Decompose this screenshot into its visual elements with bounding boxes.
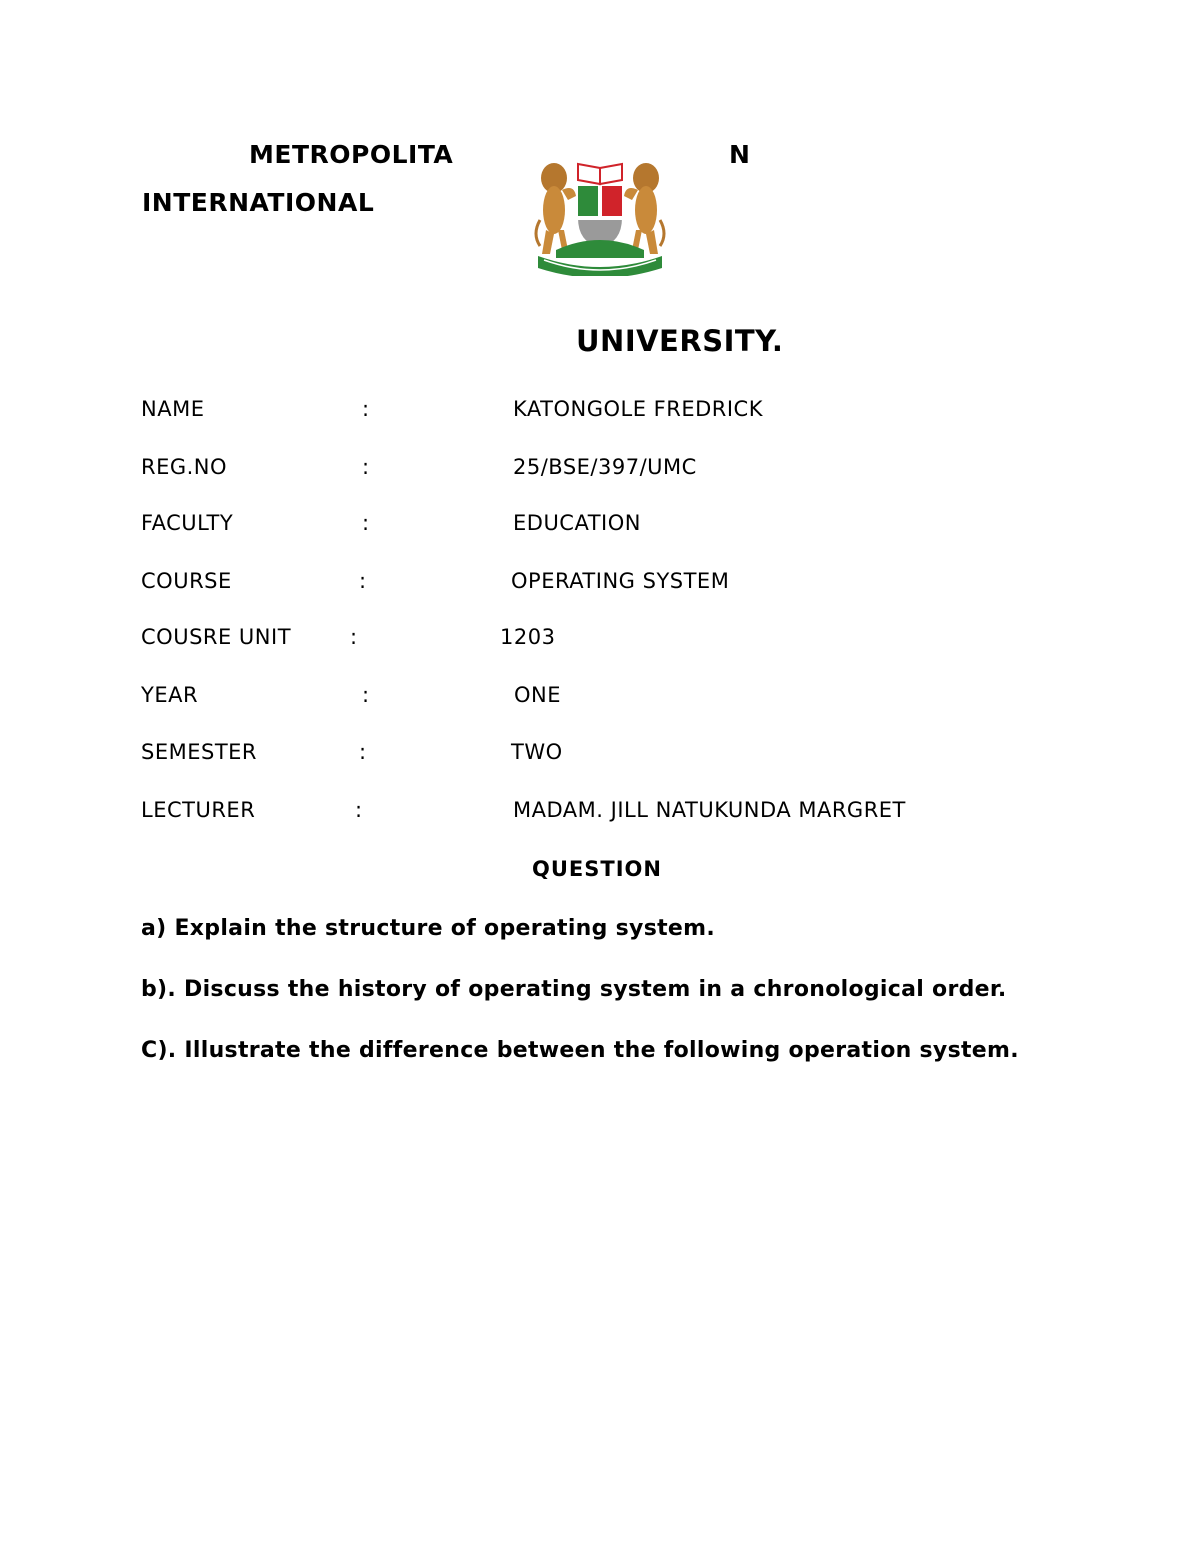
detail-row-semester (0, 740, 1200, 770)
detail-label: YEAR (141, 683, 199, 707)
detail-row-name (0, 397, 1200, 427)
header-line3: UNIVERSITY. (576, 324, 784, 358)
detail-row-regno (0, 455, 1200, 485)
detail-value: 25/BSE/397/UMC (513, 455, 697, 479)
detail-row-year (0, 683, 1200, 713)
detail-value: MADAM. JILL NATUKUNDA MARGRET (513, 798, 906, 822)
header-line2: INTERNATIONAL (142, 188, 375, 217)
right-lion-icon (624, 163, 664, 254)
detail-row-course (0, 569, 1200, 599)
detail-colon: : (362, 683, 370, 707)
detail-colon: : (362, 511, 370, 535)
header-line1-right: N (729, 140, 751, 169)
detail-colon: : (350, 625, 358, 649)
detail-row-lecturer (0, 798, 1200, 828)
detail-row-course-unit (0, 625, 1200, 655)
detail-label: FACULTY (141, 511, 234, 535)
detail-row-faculty (0, 511, 1200, 541)
mound-icon (556, 240, 644, 258)
detail-colon: : (359, 740, 367, 764)
shield-icon (578, 186, 622, 248)
detail-value: KATONGOLE FREDRICK (513, 397, 763, 421)
detail-colon: : (362, 397, 370, 421)
question-item-c: C). Illustrate the difference between the following operation system. (141, 1038, 1019, 1063)
detail-value: EDUCATION (513, 511, 641, 535)
detail-value: OPERATING SYSTEM (511, 569, 730, 593)
question-title: QUESTION (532, 857, 662, 881)
ribbon-icon (538, 256, 662, 276)
detail-label: LECTURER (141, 798, 256, 822)
detail-colon: : (355, 798, 363, 822)
detail-label: REG.NO (141, 455, 228, 479)
left-lion-icon (536, 163, 576, 254)
detail-colon: : (362, 455, 370, 479)
detail-label: COURSE (141, 569, 232, 593)
header-line1-left: METROPOLITA (249, 140, 454, 169)
detail-value: TWO (511, 740, 563, 764)
question-item-a: a) Explain the structure of operating system. (141, 916, 716, 941)
detail-label: COUSRE UNIT (141, 625, 292, 649)
detail-value: ONE (514, 683, 562, 707)
university-crest-icon (532, 150, 668, 276)
detail-colon: : (359, 569, 367, 593)
question-item-b: b). Discuss the history of operating system in a chronological order. (141, 977, 1007, 1002)
detail-label: SEMESTER (141, 740, 258, 764)
detail-value: 1203 (500, 625, 556, 649)
detail-label: NAME (141, 397, 205, 421)
book-icon (578, 164, 622, 184)
